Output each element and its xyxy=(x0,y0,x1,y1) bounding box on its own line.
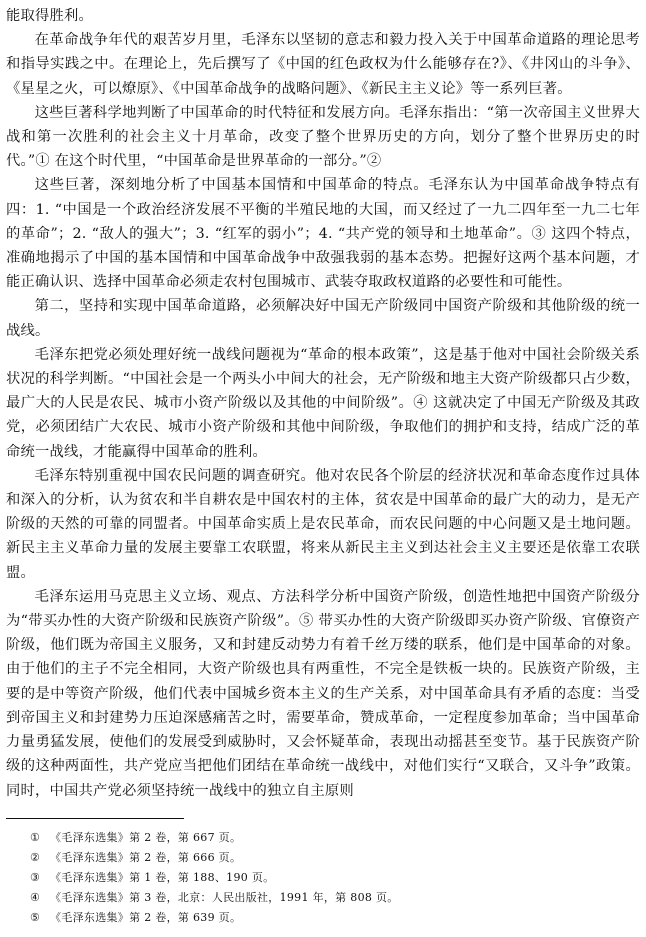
footnote-number: ⑤ xyxy=(30,911,40,924)
footnote-text: 《毛泽东选集》第 2 卷，第 639 页。 xyxy=(50,911,242,924)
paragraph-7: 毛泽东特别重视中国农民问题的调查研究。他对农民各个阶层的经济状况和革命态度作过具体和深入的分析，认为贫农和半自耕农是中国农村的主体，贫农是中国革命的最广大的动力，是无产阶级的天然的可靠的同盟者。中国革命实质上是农民革命，而农民问题的中心问题又是土地问题。新民主主义革命力量的发展主要靠工农联盟，将来从新民主主义到达社会主义主要还是依靠工农联盟。 xyxy=(6,467,640,581)
footnote-2 xyxy=(30,848,630,868)
footnote-number: ② xyxy=(30,851,40,864)
footnote-5 xyxy=(30,908,630,928)
paragraph-5: 第二，坚持和实现中国革命道路，必须解决好中国无产阶级同中国资产阶级和其他阶级的统一战线。 xyxy=(6,298,640,339)
paragraph-8: 毛泽东运用马克思主义立场、观点、方法科学分析中国资产阶级，创造性地把中国资产阶级分为“带买办性的大资产阶级和民族资产阶级”。⑤ 带买办性的大资产阶级即买办资产阶级、官僚资产阶级，他们既为帝国主义服务，又和封建反动势力有着千丝万缕的联系，他们是中国革命的对象。由于他们的主子不完全相同，大资产阶级也具有两重性，不完全是铁板一块的。民族资产阶级，主要的是中等资产阶级，他们代表中国城乡资本主义的生产关系，对中国革命具有矛盾的态度：当受到帝国主义和封建势力压迫深感痛苦之时，需要革命，赞成革命，一定程度参加革命；当中国革命力量勇猛发展，使他们的发展受到威胁时，又会怀疑革命，表现出动摇甚至变节。基于民族资产阶级的这种两面性，共产党应当把他们团结在革命统一战线中，对他们实行“又联合，又斗争”政策。同时，中国共产党必须坚持统一战线中的独立自主原则 xyxy=(6,588,640,799)
footnote-text: 《毛泽东选集》第 3 卷，北京：人民出版社，1991 年，第 808 页。 xyxy=(50,891,399,904)
footnote-text: 《毛泽东选集》第 2 卷，第 667 页。 xyxy=(50,831,242,844)
paragraph-1: 能取得胜利。 xyxy=(6,8,93,24)
footnote-text: 《毛泽东选集》第 2 卷，第 666 页。 xyxy=(50,851,242,864)
footnote-1 xyxy=(30,828,630,848)
footnote-number: ③ xyxy=(30,871,40,884)
paragraph-2: 在革命战争年代的艰苦岁月里，毛泽东以坚韧的意志和毅力投入关于中国革命道路的理论思考和指导实践之中。在理论上，先后撰写了《中国的红色政权为什么能够存在?》、《井冈山的斗争》、《星星之火，可以燎原》、《中国革命战争的战略问题》、《新民主主义论》等一系列巨著。 xyxy=(6,32,640,97)
footnote-text: 《毛泽东选集》第 1 卷，第 188、190 页。 xyxy=(50,871,275,884)
paragraph-4: 这些巨著，深刻地分析了中国基本国情和中国革命的特点。毛泽东认为中国革命战争特点有四：1. “中国是一个政治经济发展不平衡的半殖民地的大国，而又经过了一九二四年至一九二七年的革命”；2. “敌人的强大”；3. “红军的弱小”；4. “共产党的领导和土地革命”。③ 这四个特点，准确地揭示了中国的基本国情和中国革命战争中敌强我弱的基本态势。把握好这两个基本问题，才能正确认识、选择中国革命必须走农村包围城市、武装夺取政权道路的必要性和可能性。 xyxy=(6,177,640,291)
paragraph-6: 毛泽东把党必须处理好统一战线问题视为“革命的根本政策”，这是基于他对中国社会阶级关系状况的科学判断。“中国社会是一个两头小中间大的社会，无产阶级和地主大资产阶级都只占少数，最广大的人民是农民、城市小资产阶级以及其他的中间阶级”。④ 这就决定了中国无产阶级及其政党，必须团结广大农民、城市小资产阶级和其他中间阶级，争取他们的拥护和支持，结成广泛的革命统一战线，才能赢得中国革命的胜利。 xyxy=(6,346,640,460)
footnotes xyxy=(30,828,630,928)
paragraph-3: 这些巨著科学地判断了中国革命的时代特征和发展方向。毛泽东指出：“第一次帝国主义世界大战和第一次胜利的社会主义十月革命，改变了整个世界历史的方向，划分了整个世界历史的时代。”① 在这个时代里，“中国革命是世界革命的一部分。”② xyxy=(6,104,640,170)
footnote-number: ① xyxy=(30,831,40,844)
footnote-4 xyxy=(30,888,630,908)
footnote-divider xyxy=(6,818,184,819)
footnote-number: ④ xyxy=(30,891,40,904)
body-text xyxy=(6,4,640,803)
footnote-3 xyxy=(30,868,630,888)
